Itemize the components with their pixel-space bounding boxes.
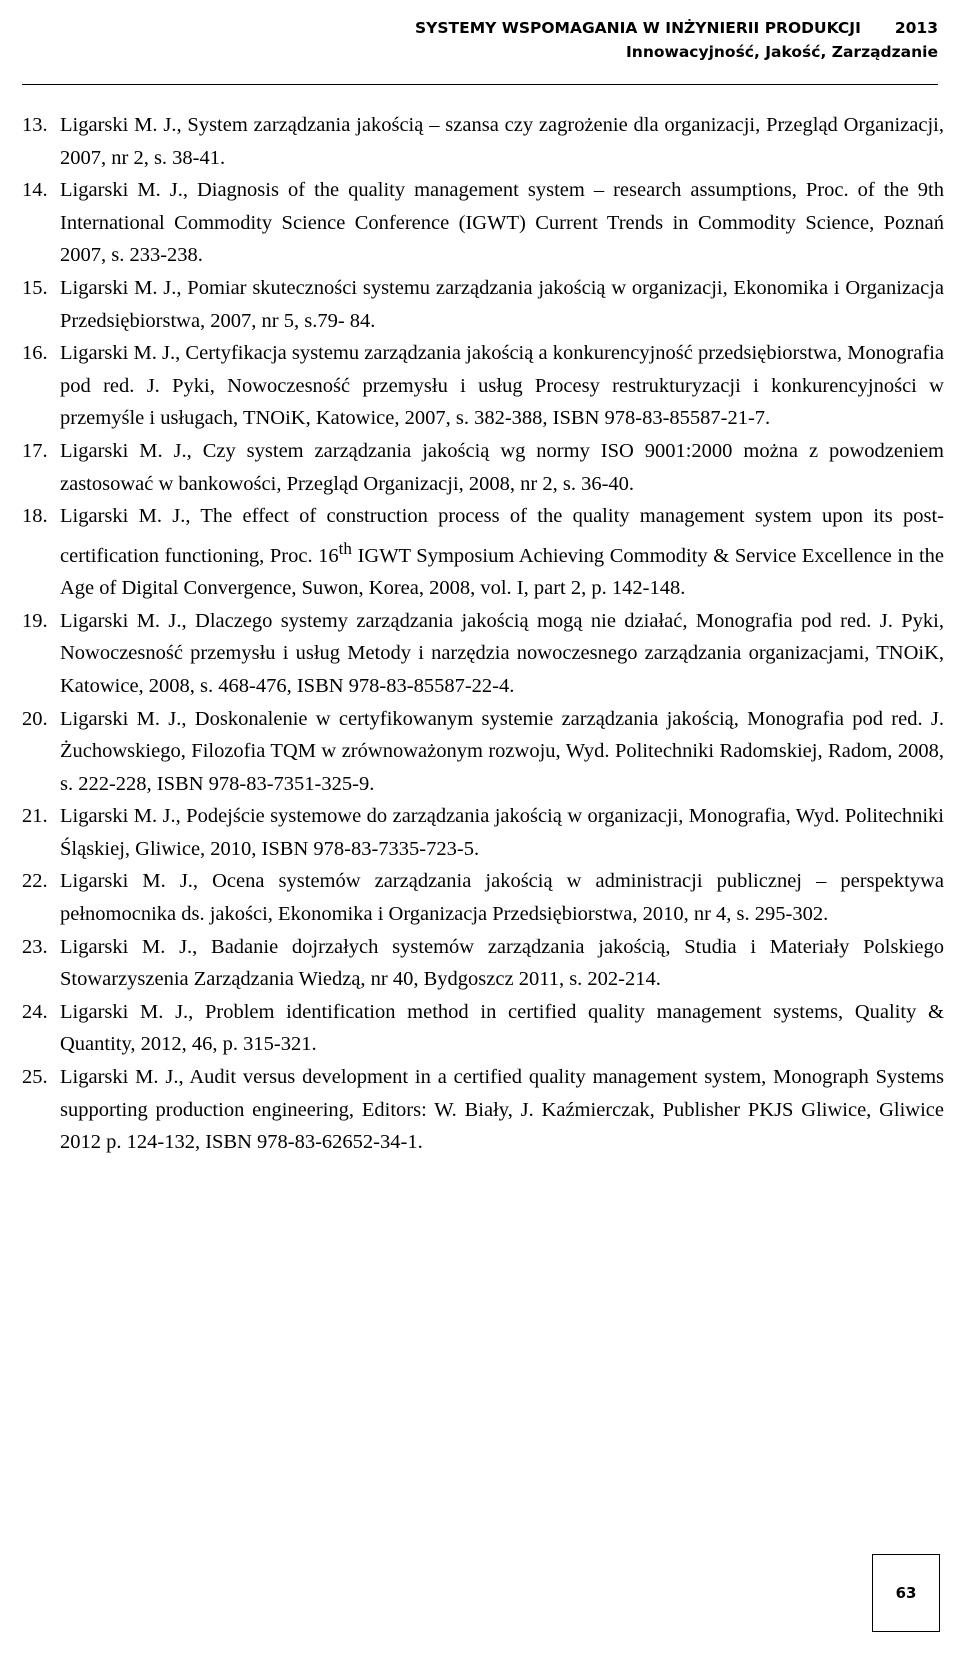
reference-number: 24. xyxy=(22,1000,48,1023)
reference-text: Ligarski M. J., Certyfikacja systemu zarządzania jakością a konkurencyjność przedsiębiorstwa, Monografia pod red. J. Pyki, Nowoczesność przemysłu i usług Procesy restrukturyzacji i konkurencyjności w przemyśle i usługach, TNOiK, Katowice, 2007, s. 382-388, ISBN 978-83-85587-21-7. xyxy=(60,342,944,430)
reference-item xyxy=(22,931,944,996)
reference-number: 20. xyxy=(22,707,48,730)
reference-item xyxy=(22,109,944,174)
reference-text: Ligarski M. J., Dlaczego systemy zarządzania jakością mogą nie działać, Monografia pod red. J. Pyki, Nowoczesność przemysłu i usług Metody i narzędzia nowoczesnego zarządzania organizacjami, TNOiK, Katowice, 2008, s. 468-476, ISBN 978-83-85587-22-4. xyxy=(60,609,944,697)
journal-year: 2013 xyxy=(894,19,938,37)
reference-text-part: IGWT Symposium Achieving Commodity & Service Excellence in the Age of Digital Convergence, Suwon, Korea, 2008, vol. I, part 2, p. 142-148. xyxy=(60,544,944,600)
reference-number: 13. xyxy=(22,114,48,136)
reference-item xyxy=(22,500,944,605)
reference-text: Ligarski M. J., Audit versus development in a certified quality management system, Monograph Systems supporting production engineering, Editors: W. Biały, J. Kaźmierczak, Publisher PKJS Gliwice, Gliwice 2012 p. 124-132, ISBN 978-83-62652-34-1. xyxy=(60,1066,944,1154)
reference-number: 21. xyxy=(22,805,48,828)
reference-text: Ligarski M. J., System zarządzania jakością – szansa czy zagrożenie dla organizacji, Przegląd Organizacji, 2007, nr 2, s. 38-41. xyxy=(60,114,944,169)
reference-text: Ligarski M. J., Pomiar skuteczności systemu zarządzania jakością w organizacji, Ekonomika i Organizacja Przedsiębiorstwa, 2007, nr 5, s.79- 84. xyxy=(60,276,944,332)
reference-number: 18. xyxy=(22,505,48,528)
reference-text: Ligarski M. J., Czy system zarządzania jakością wg normy ISO 9001:2000 można z powodzeniem zastosować w bankowości, Przegląd Organizacji, 2008, nr 2, s. 36-40. xyxy=(60,439,944,495)
running-header xyxy=(298,16,938,64)
reference-number: 19. xyxy=(22,609,48,632)
header-divider xyxy=(22,84,938,85)
reference-item xyxy=(22,996,944,1061)
reference-text: Ligarski M. J., Problem identification method in certified quality management systems, Quality & Quantity, 2012, 46, p. 315-321. xyxy=(60,1000,944,1056)
reference-number: 22. xyxy=(22,870,48,893)
reference-text: Ligarski M. J., Diagnosis of the quality management system – research assumptions, Proc. of the 9th International Commodity Science Conference (IGWT) Current Trends in Commodity Science, Poznań 2007, s. 233-238. xyxy=(60,179,944,267)
journal-subtitle: Innowacyjność, Jakość, Zarządzanie xyxy=(626,43,938,61)
reference-number: 14. xyxy=(22,179,48,202)
reference-item xyxy=(22,435,944,500)
page-number-box xyxy=(872,1554,940,1632)
reference-item xyxy=(22,605,944,703)
ordinal-superscript: th xyxy=(338,538,352,558)
reference-item xyxy=(22,865,944,930)
reference-item xyxy=(22,337,944,435)
reference-number: 23. xyxy=(22,935,48,958)
reference-item xyxy=(22,1061,944,1159)
reference-text: Ligarski M. J., Doskonalenie w certyfikowanym systemie zarządzania jakością, Monografia pod red. J. Żuchowskiego, Filozofia TQM w zrównoważonym rozwoju, Wyd. Politechniki Radomskiej, Radom, 2008, s. 222-228, ISBN 978-83-7351-325-9. xyxy=(60,707,944,795)
journal-title: SYSTEMY WSPOMAGANIA W INŻYNIERII PRODUKCJI xyxy=(414,19,861,37)
reference-text: Ligarski M. J., Ocena systemów zarządzania jakością w administracji publicznej – perspektywa pełnomocnika ds. jakości, Ekonomika i Organizacja Przedsiębiorstwa, 2010, nr 4, s. 295-302. xyxy=(60,870,944,926)
reference-number: 17. xyxy=(22,439,48,462)
reference-number: 25. xyxy=(22,1066,48,1089)
reference-number: 16. xyxy=(22,342,48,365)
reference-item xyxy=(22,272,944,337)
reference-item xyxy=(22,174,944,272)
reference-item xyxy=(22,703,944,801)
reference-text: Ligarski M. J., Podejście systemowe do zarządzania jakością w organizacji, Monografia, Wyd. Politechniki Śląskiej, Gliwice, 2010, ISBN 978-83-7335-723-5. xyxy=(60,805,944,860)
reference-text-part: Ligarski M. J., The effect of construction process of the quality management system upon its post-certification functioning, Proc. 16 xyxy=(60,505,944,567)
reference-number: 15. xyxy=(22,276,48,299)
reference-item xyxy=(22,800,944,865)
reference-text: Ligarski M. J., Badanie dojrzałych systemów zarządzania jakością, Studia i Materiały Polskiego Stowarzyszenia Zarządzania Wiedzą, nr 40, Bydgoszcz 2011, s. 202-214. xyxy=(60,935,944,991)
reference-list xyxy=(22,109,944,1159)
page-number: 63 xyxy=(895,1584,917,1602)
